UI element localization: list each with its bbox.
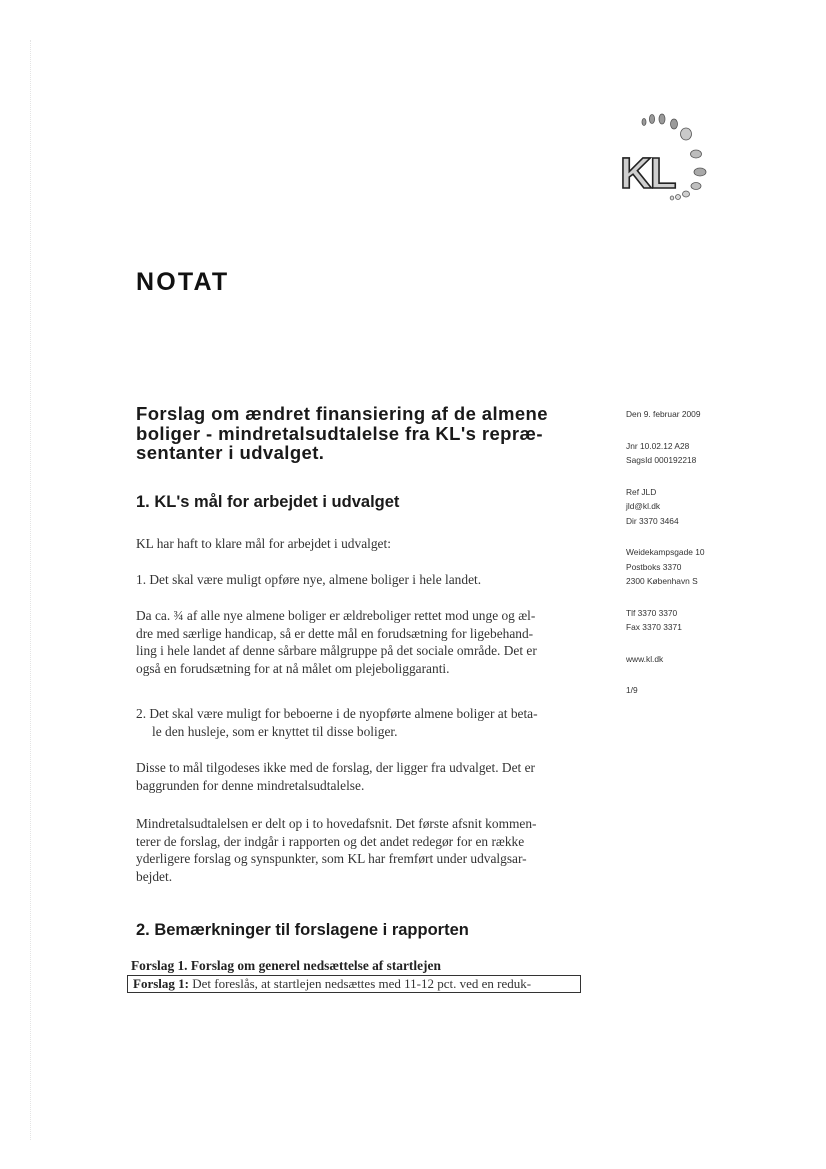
text-line: KL har haft to klare mål for arbejdet i udvalget: bbox=[136, 536, 391, 551]
fax: Fax 3370 3371 bbox=[626, 622, 682, 632]
city: 2300 København S bbox=[626, 576, 698, 586]
proposal-1-text: Det foreslås, at startlejen nedsættes med 11-12 pct. ved en reduk- bbox=[192, 976, 532, 991]
text-line: Da ca. ¾ af alle nye almene boliger er ældreboliger rettet mod unge og æl- bbox=[136, 608, 536, 623]
title-line: Forslag om ændret finansiering af de almene bbox=[136, 403, 548, 424]
section-2-heading: 2. Bemærkninger til forslagene i rapporten bbox=[136, 921, 469, 939]
page-number: 1/9 bbox=[626, 685, 638, 695]
logo-text: KL bbox=[620, 149, 675, 198]
website: www.kl.dk bbox=[626, 653, 664, 664]
goal-item-1 bbox=[136, 571, 598, 589]
proposal-1-box bbox=[127, 975, 581, 993]
proposal-1-label: Forslag 1: bbox=[133, 976, 189, 991]
email: jld@kl.dk bbox=[626, 501, 661, 511]
text-line: ling i hele landet af denne sårbare målgruppe på det sociale område. Det er bbox=[136, 643, 537, 659]
postbox: Postboks 3370 bbox=[626, 561, 682, 572]
journal-number: Jnr 10.02.12 A28 bbox=[626, 440, 690, 451]
case-id: SagsId 000192218 bbox=[626, 455, 697, 465]
paragraph-goals-not-met bbox=[136, 759, 598, 794]
text-line: dre med særlige handicap, så er dette mål en forudsætning for ligebehand- bbox=[136, 625, 534, 641]
text-line: bejdet. bbox=[136, 868, 173, 884]
section-1-intro bbox=[136, 535, 598, 553]
doc-type-heading: NOTAT bbox=[136, 268, 230, 296]
sidebar-metadata bbox=[626, 409, 806, 700]
reference: Ref JLD bbox=[626, 486, 657, 497]
phone: Tlf 3370 3370 bbox=[626, 607, 678, 618]
section-1-heading: 1. KL's mål for arbejdet i udvalget bbox=[136, 493, 400, 511]
text-line: 2. Det skal være muligt for beboerne i de nyopførte almene boliger at beta- bbox=[136, 706, 538, 721]
paragraph-structure bbox=[136, 815, 598, 885]
page-edge-marks bbox=[30, 40, 35, 1140]
title-line: sentanter i udvalget. bbox=[136, 442, 325, 463]
text-line: 1. Det skal være muligt opføre nye, almene boliger i hele landet. bbox=[136, 572, 482, 587]
paragraph-target-group bbox=[136, 607, 598, 677]
document-title bbox=[136, 404, 606, 463]
text-line: også en forudsætning for at nå målet om plejeboliggaranti. bbox=[136, 660, 450, 676]
text-line: Disse to mål tilgodeses ikke med de forslag, der ligger fra udvalget. Det er bbox=[136, 760, 535, 775]
street-address: Weidekampsgade 10 bbox=[626, 547, 705, 557]
text-line: le den husleje, som er knyttet til disse boliger. bbox=[152, 723, 398, 739]
text-line: terer de forslag, der indgår i rapporten og det andet redegør for en række bbox=[136, 833, 525, 849]
text-line: yderligere forslag og synspunkter, som KL har fremført under udvalgsar- bbox=[136, 851, 527, 867]
text-line: Mindretalsudtalelsen er delt op i to hovedafsnit. Det første afsnit kommen- bbox=[136, 816, 537, 831]
proposal-1-heading: Forslag 1. Forslag om generel nedsættelse af startlejen bbox=[131, 958, 441, 973]
title-line: boliger - mindretalsudtalelse fra KL's repræ- bbox=[136, 422, 543, 444]
text-line: baggrunden for denne mindretalsudtalelse. bbox=[136, 777, 365, 793]
direct-phone: Dir 3370 3464 bbox=[626, 515, 679, 526]
date: Den 9. februar 2009 bbox=[626, 409, 701, 419]
goal-item-2 bbox=[136, 705, 598, 740]
kl-logo bbox=[612, 110, 716, 206]
